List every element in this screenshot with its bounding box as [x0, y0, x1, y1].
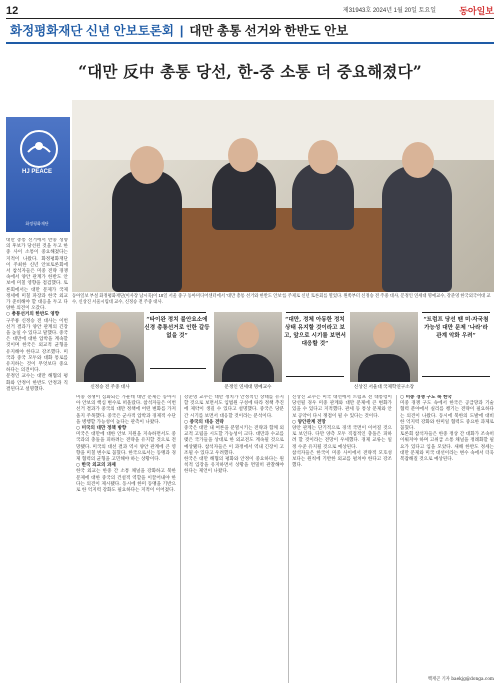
photo-caption: 동아일보 부설 화정평화재단(이사장 남시욱)이 18일 서울 중구 동아미디어센터에서 '대만 총통 선거와 한반도 안보'를 주제로 신년 토론회를 열었다. 왼쪽부터 신정승 전 주중 대사, 문정인 연세대 명예교수, 강준영 한국외국어대 교수, 신상진 서울시립대 교수, 신정승 전 주중 대사. [72, 293, 491, 304]
portrait-photo [350, 312, 418, 382]
portrait-head [373, 322, 395, 348]
column-divider [288, 395, 289, 683]
page-number: 12 [6, 5, 19, 17]
logo-sub: 화정평화재단 [25, 221, 49, 226]
portrait-caption: 문정인 연세대 명예교수 [224, 384, 272, 389]
subhead-5: ○ 양안관계 전망 [292, 419, 326, 425]
issue-info: 제31943호 2024년 1월 20일 토요일 [342, 8, 436, 14]
portrait-head [237, 322, 259, 348]
pullquote-rule [286, 376, 344, 377]
pullquote-rule [422, 312, 490, 313]
portrait-photo [214, 312, 282, 382]
pullquote-rule [286, 312, 344, 313]
main-quote: “대만 反中 총통 당선, 한-중 소통 더 중요해졌다” [78, 62, 422, 81]
subhead-4: ○ 중국의 대응 전략 [184, 419, 224, 425]
subhead-2: ○ 미국의 대만 정책 방향 [76, 426, 127, 432]
headline-section: 화정평화재단 신년 안보토론회 [10, 24, 174, 38]
photo-person-head [130, 146, 164, 184]
photo-person [382, 166, 452, 292]
portrait-head [99, 322, 121, 348]
subhead-6: ○ 미중 경쟁 구도 속 한국 [400, 395, 452, 400]
article-column-5: ○ 미중 경쟁 구도 속 한국 미중 경쟁 구도 속에서 한국은 공급망과 기술 협력 분야에서 실리를 챙기는 전략이 필요하다는 의견이 나왔다. 동시에 북한의 도발에 대비한 억지력 강화와 한미일 협력도 중요한 과제로 꼽혔다. 토론회 참석자들은 한중 정상 간 대화가 조속히 이뤄져야 하며 고위급 소통 채널을 정례화할 필요가 있다고 입을 모았다. 새해 한반도 정세는 대만 문제와 미국 대선이라는 변수 속에서 더욱 복잡해질 것으로 예상된다. [400, 395, 494, 463]
column-divider [180, 395, 181, 683]
pullquote-rule [150, 312, 206, 313]
portrait-caption: 신상진 서울대 국제학연구소장 [353, 384, 415, 389]
photo-person [112, 170, 182, 292]
pullquote-1: “타이완 정치 불안요소에 신경 총통선거로 인한 갈등 없을 것” [144, 317, 210, 339]
photo-person-head [402, 142, 434, 178]
photo-table [152, 208, 402, 292]
pullquote-rule [150, 368, 206, 369]
article-column-2: 미중 경쟁이 심화되는 가운데 대만 문제는 동아시아 안보의 핵심 변수로 떠올랐다. 참석자들은 이번 선거 결과가 중국의 대만 정책에 어떤 변화를 가져올지 주목했다. 중국은 군사적 압박과 경제적 수단을 병행할 가능성이 높다는 관측이 나왔다. ○ 미국의 대만 정책 방향 미국은 대만에 대한 안보 지원을 지속하면서도 중국과의 충돌을 피하려는 전략을 유지할 것으로 전망됐다. 미국의 대선 결과 역시 양안 관계에 큰 영향을 미칠 변수로 꼽혔다. 한국으로서는 동맹과 경제 협력의 균형을 고민해야 하는 상황이다. ○ 한국 외교의 과제 한국 외교는 한중 간 소통 채널을 강화하고 북한 문제에 대한 중국의 건설적 역할을 이끌어내야 한다는 의견이 제시됐다. 동시에 한미 동맹을 기반으로 한 억지력 강화도 필요하다는 지적이 이어졌다. [76, 395, 176, 494]
portrait-photo [76, 312, 144, 382]
headline-rule [6, 42, 494, 44]
pullquote-rule [422, 376, 490, 377]
photo-person-head [228, 138, 258, 172]
subhead-1: ○ 총통선거의 한반도 영향 [6, 312, 60, 318]
article-column-4: 신상진 교수는 미국 대선에서 트럼프 전 대통령이 당선될 경우 미중 관계와 대만 문제에 큰 변화가 있을 수 있다고 지적했다. 관세 등 통상 문제와 안보 공약이 다시 쟁점이 될 수 있다는 것이다. ○ 양안관계 전망 양안 관계는 단기적으로 경색 국면이 이어질 것으로 보인다. 다만 양측 모두 직접적인 충돌은 피하려 할 것이라는 전망이 우세했다. 경제 교류는 일정 수준 유지될 것으로 예상된다. 참석자들은 한국이 미중 사이에서 전략적 모호성보다는 원칙에 기반한 외교를 펼쳐야 한다고 강조했다. [292, 395, 392, 469]
logo-name: HJ PEACE [21, 169, 52, 175]
photo-person-head [308, 140, 338, 174]
pullquote-3: “트럼프 당선 땐 미·자국첨 가능성 대만 문제 ‘나라’라 관계 악화 우려” [423, 317, 489, 339]
reporter-email: 백재곤 기자 baekjg@donga.com [427, 677, 494, 682]
pullquote-2: “대만, 정체 아동한 정치 상태 유지할 것이라고 보고, 앞으로 시기를 보면서 대응할 것” [284, 317, 346, 347]
main-photo [72, 100, 494, 292]
portrait-body [358, 354, 410, 382]
section-headline [10, 22, 490, 40]
peace-logo-icon [20, 130, 58, 168]
headline-separator: | [179, 24, 184, 38]
portrait-body [84, 354, 136, 382]
portrait-body [222, 354, 274, 382]
article-column-1: 대만 총통 선거에서 반중 성향의 후보가 당선된 것을 두고 한중 사이 소통이 중요해졌다는 지적이 나왔다. 화정평화재단이 주최한 신년 안보토론회에서 참석자들은 미중 전략 경쟁 속에서 양안 관계가 한반도 안보에 미칠 영향을 점검했다. 토론회에서는 대만 문제가 국제 정세에 미칠 파장과 한국 외교가 준비해야 할 대응을 두고 다양한 의견이 오갔다. ○ 총통선거의 한반도 영향 구주룡 신정승 전 대사는 이번 선거 결과가 양안 관계의 긴장을 높일 수 있다고 말했다. 중국은 대만에 대한 압박을 계속할 것이며 한국은 외교적 균형을 유지해야 한다고 강조했다. 미국과 중국 모두와 대화 통로를 유지하는 것이 무엇보다 중요하다는 의견이다. 문정인 교수는 대만 해협의 평화와 안정이 한반도 안정과 직결된다고 설명했다. [6, 238, 68, 392]
subhead-3: ○ 한국 외교의 과제 [76, 463, 116, 469]
column-divider [396, 395, 397, 683]
page-header [6, 4, 494, 19]
headline-topic: 대만 총통 선거와 한반도 안보 [189, 24, 349, 38]
article-column-3: 강준영 교수는 대만 정치가 안정적인 상태를 유지할 것으로 보면서도 입법원 구성에 따라 정책 추진에 제약이 생길 수 있다고 설명했다. 중국은 당분간 시기를 보면서 대응할 것이라는 분석이다. ○ 중국의 대응 전략 중국은 대만 내 여론을 분열시키는 전략과 함께 외교적 고립을 시도할 가능성이 크다. 대만과 수교를 맺은 국가들을 상대로 한 외교전도 계속될 것으로 예상됐다. 참석자들은 이 과정에서 역내 긴장이 고조될 수 있다고 우려했다. 한국은 대만 해협의 평화와 안정이 중요하다는 원칙적 입장을 유지하면서 상황을 면밀히 관찰해야 한다는 제언이 나왔다. [184, 395, 284, 475]
paper-name: 동아일보 [459, 6, 494, 16]
portrait-caption: 신정승 전 주중 대사 [90, 384, 130, 389]
